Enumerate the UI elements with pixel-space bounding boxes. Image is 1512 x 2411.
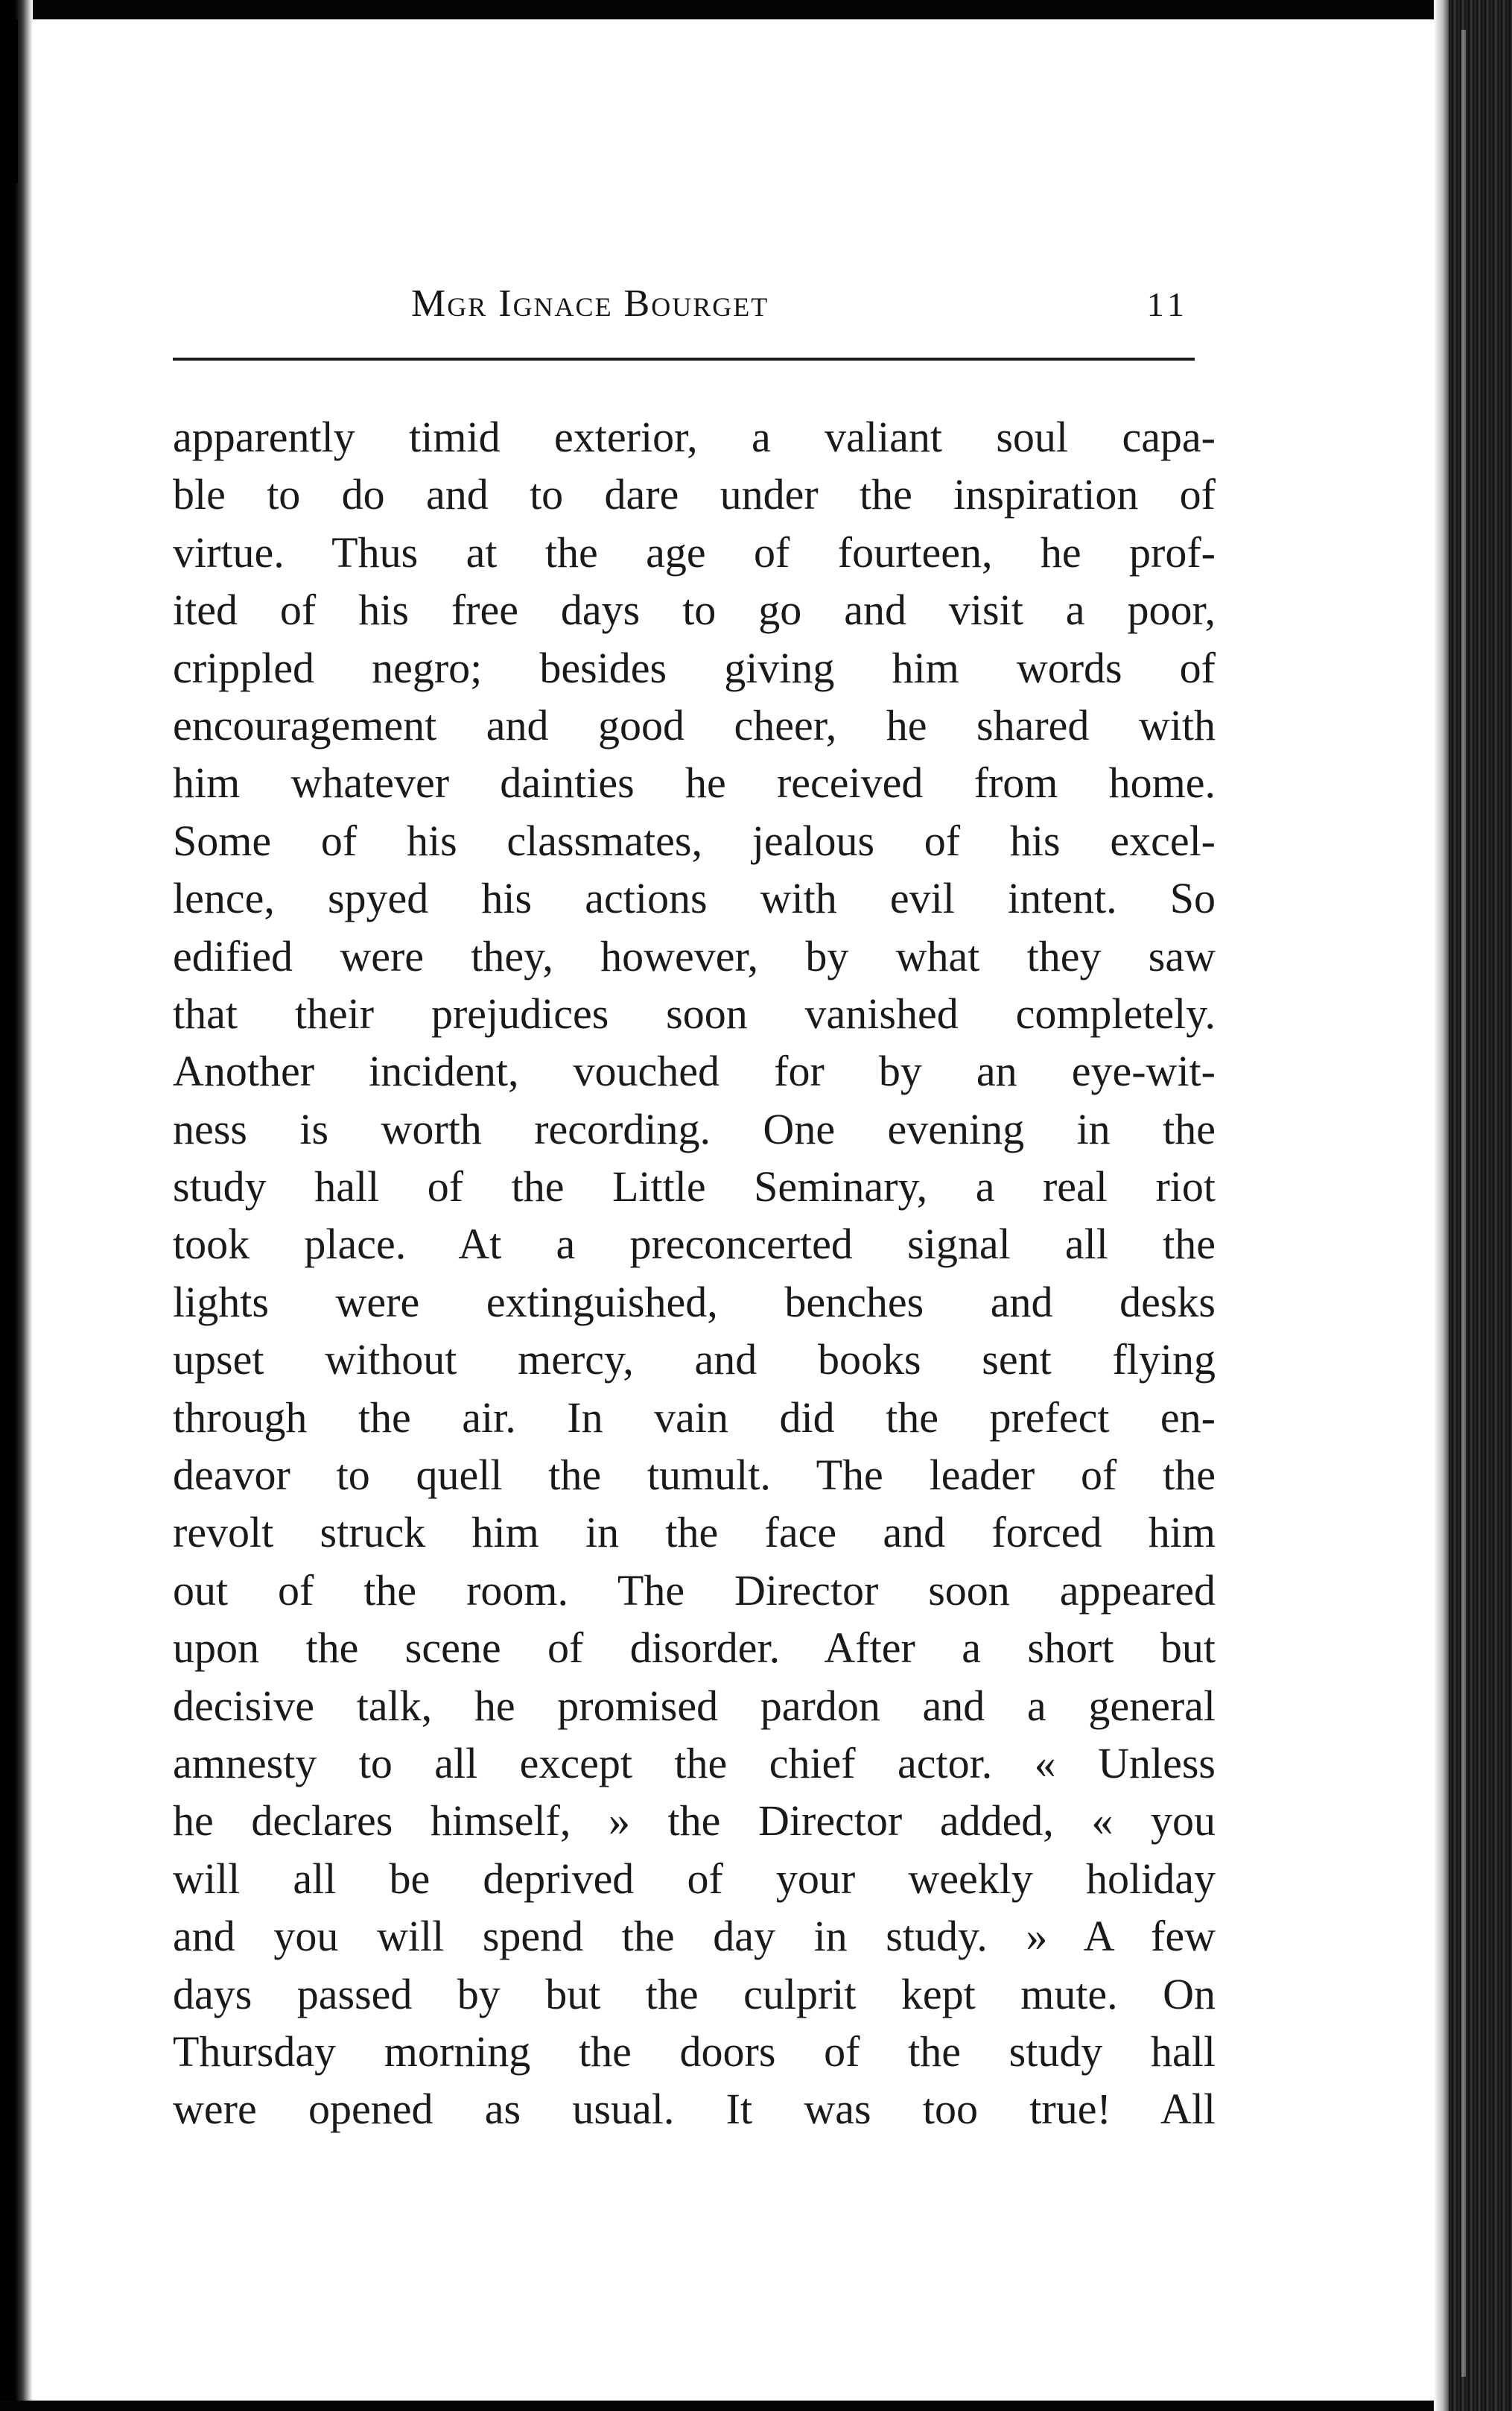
scan-left-border xyxy=(0,0,33,2411)
header-rule xyxy=(173,358,1195,361)
text-line: ited of his free days to go and visit a poor, xyxy=(173,586,1216,635)
text-line: Another incident, vouched for by an eye-wit- xyxy=(173,1047,1216,1096)
text-line: lights were extinguished, benches and desks xyxy=(173,1277,1216,1326)
scan-top-border xyxy=(0,0,1512,19)
page-gutter-shadow xyxy=(1434,0,1449,2411)
text-line: through the air. In vain did the prefect en- xyxy=(173,1393,1216,1442)
text-line: upset without mercy, and books sent flying xyxy=(173,1335,1216,1384)
text-line: lence, spyed his actions with evil intent. So xyxy=(173,874,1216,923)
text-line: ness is worth recording. One evening in the xyxy=(173,1104,1216,1153)
text-line: ble to do and to dare under the inspiration of xyxy=(173,470,1216,519)
text-line: he declares himself, » the Director added, « you xyxy=(173,1796,1216,1846)
text-line: him whatever dainties he received from home. xyxy=(173,758,1216,808)
text-line: Thursday morning the doors of the study hall xyxy=(173,2027,1216,2076)
book-fore-edge xyxy=(1449,0,1512,2411)
text-line: encouragement and good cheer, he shared with xyxy=(173,700,1216,750)
scan-bottom-border xyxy=(0,2401,1512,2411)
text-line: apparently timid exterior, a valiant soul capa- xyxy=(173,413,1216,461)
text-line: edified were they, however, by what they saw xyxy=(173,931,1216,980)
running-head xyxy=(173,277,1195,337)
text-line: crippled negro; besides giving him words of xyxy=(173,643,1216,692)
body-text xyxy=(173,408,1216,2138)
text-line: days passed by but the culprit kept mute. On xyxy=(173,1969,1216,2018)
text-line: that their prejudices soon vanished completely. xyxy=(173,989,1216,1038)
text-line: and you will spend the day in study. » A few xyxy=(173,1912,1216,1961)
text-line: virtue. Thus at the age of fourteen, he prof- xyxy=(173,527,1216,577)
text-line: out of the room. The Director soon appeared xyxy=(173,1565,1216,1615)
text-line: amnesty to all except the chief actor. « Unless xyxy=(173,1738,1216,1787)
text-line: will all be deprived of your weekly holiday xyxy=(173,1854,1216,1903)
text-line: took place. At a preconcerted signal all the xyxy=(173,1220,1216,1269)
scan-left-mark xyxy=(0,19,18,183)
text-line: deavor to quell the tumult. The leader of the xyxy=(173,1451,1216,1500)
text-line: Some of his classmates, jealous of his excel- xyxy=(173,816,1216,865)
text-line: decisive talk, he promised pardon and a general xyxy=(173,1681,1216,1730)
running-head-title: Mgr Ignace Bourget xyxy=(411,282,769,325)
page-number: 11 xyxy=(1146,285,1189,323)
fore-edge-highlight xyxy=(1461,30,1466,2377)
text-line: upon the scene of disorder. After a short but xyxy=(173,1623,1216,1673)
text-line: revolt struck him in the face and forced him xyxy=(173,1508,1216,1557)
text-line: study hall of the Little Seminary, a real riot xyxy=(173,1162,1216,1211)
text-line: were opened as usual. It was too true! All xyxy=(173,2085,1216,2134)
